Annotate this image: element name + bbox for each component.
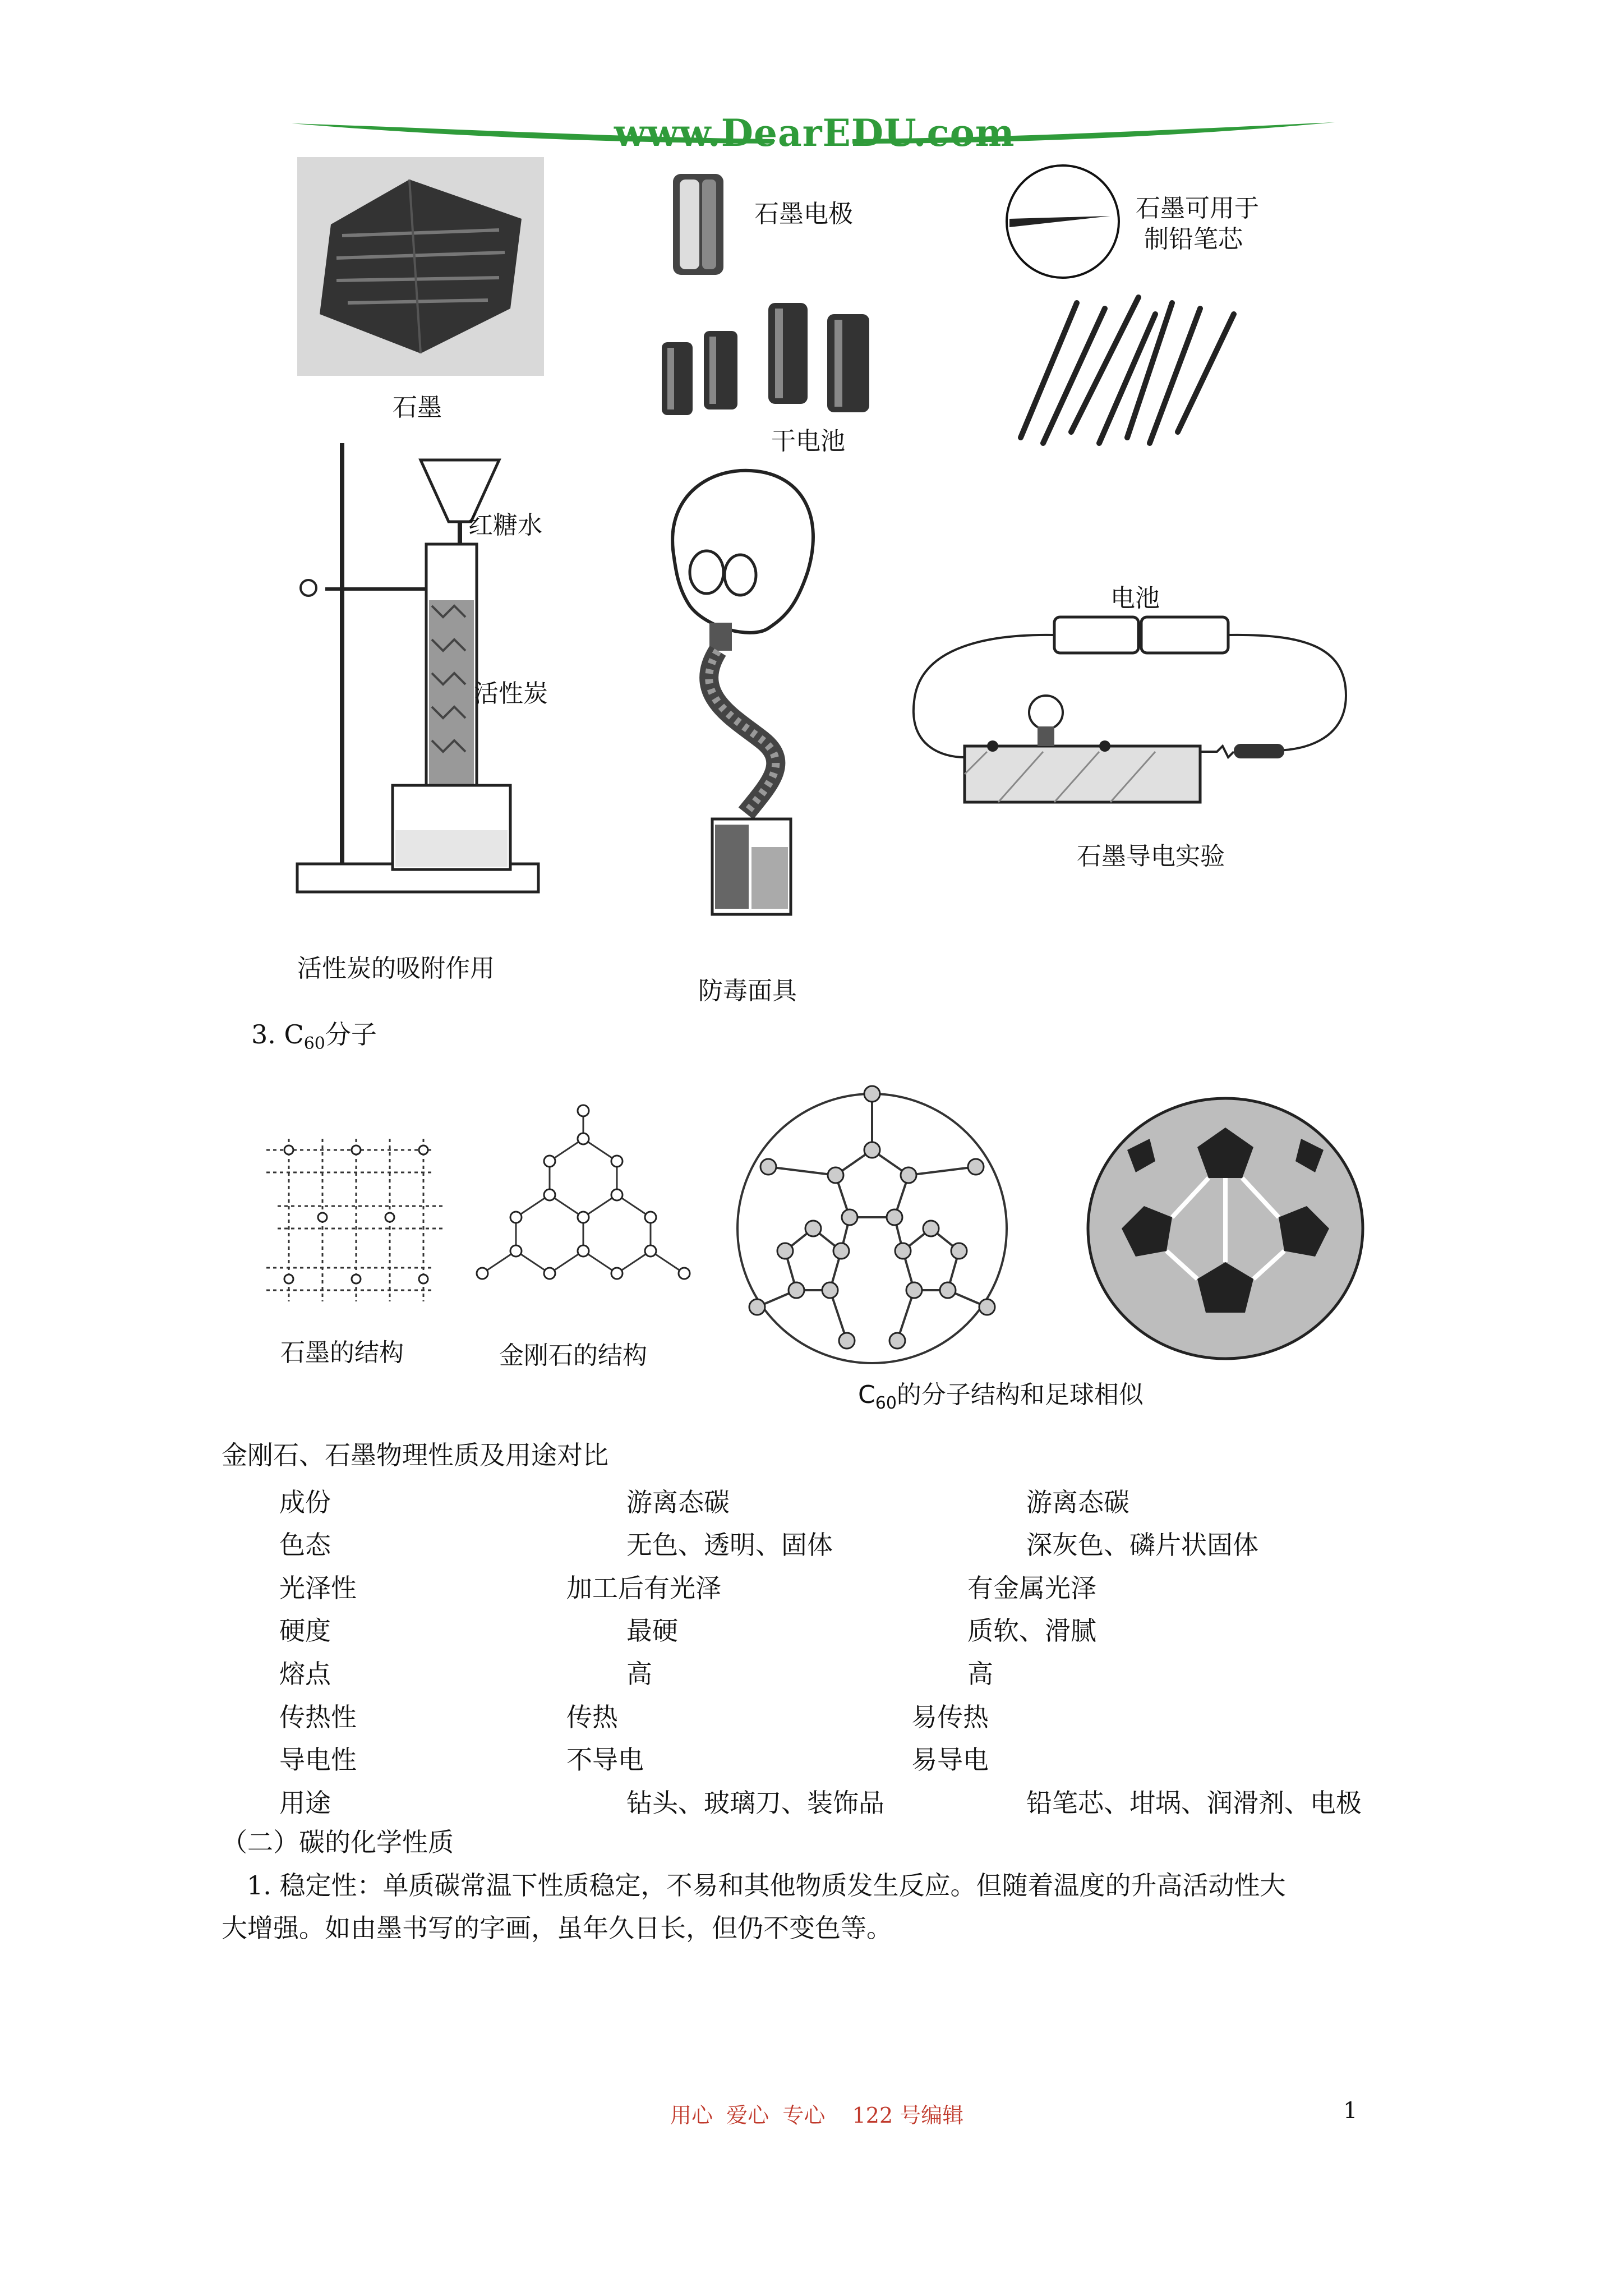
graphite-structure-label: 石墨的结构 [280, 1338, 404, 1367]
row-label: 成份 [279, 1487, 331, 1517]
gas-mask-image [656, 460, 836, 920]
site-logo: www.DearEDU.com [614, 111, 1015, 155]
graphite-electrode-image [667, 168, 735, 280]
c60-molecule-image [723, 1083, 1021, 1374]
row-diamond: 加工后有光泽 [566, 1573, 721, 1603]
gas-mask-label: 防毒面具 [698, 977, 797, 1005]
chem-paragraph-line1: 1. 稳定性：单质碳常温下性质稳定，不易和其他物质发生反应。但随着温度的升高活动性大 [247, 1870, 1286, 1901]
row-graphite: 易传热 [911, 1702, 989, 1732]
c60-heading-sub: 60 [303, 1034, 325, 1054]
c60-heading-num: 3. C [251, 1019, 304, 1050]
c60-caption-sub: 60 [875, 1393, 897, 1413]
c60-caption [858, 1374, 1144, 1413]
c60-section-heading [251, 1013, 377, 1066]
activated-carbon-label: 活性炭 [474, 679, 548, 708]
row-graphite: 易导电 [911, 1745, 989, 1775]
row-graphite: 铅笔芯、坩埚、润滑剂、电极 [1026, 1788, 1362, 1818]
row-label: 光泽性 [279, 1573, 357, 1603]
footer-editor: 用心 爱心 专心 122 号编辑 [670, 2103, 964, 2128]
graphite-rock-image [297, 157, 544, 376]
c60-caption-c: C [858, 1381, 875, 1409]
row-diamond: 最硬 [626, 1616, 678, 1646]
graphite-structure-image [255, 1128, 457, 1313]
pencil-core-image [1004, 163, 1122, 280]
row-label: 导电性 [279, 1745, 357, 1775]
row-graphite: 质软、滑腻 [967, 1616, 1096, 1646]
conduct-experiment-label: 石墨导电实验 [1077, 842, 1225, 871]
row-label: 熔点 [279, 1659, 331, 1689]
chem-heading: （二）碳的化学性质 [222, 1827, 454, 1857]
battery-label: 电池 [1110, 584, 1160, 613]
graphite-electrode-label: 石墨电极 [754, 200, 853, 228]
row-diamond: 不导电 [566, 1745, 644, 1775]
row-label: 传热性 [279, 1702, 357, 1732]
row-diamond: 游离态碳 [626, 1487, 730, 1517]
page-number: 1 [1343, 2098, 1358, 2124]
soccer-ball-image [1082, 1094, 1368, 1363]
brown-sugar-water-label: 红糖水 [468, 511, 542, 540]
row-diamond: 钻头、玻璃刀、装饰品 [626, 1788, 884, 1818]
row-graphite: 有金属光泽 [967, 1573, 1096, 1603]
dry-battery-label: 干电池 [771, 427, 845, 455]
adsorption-caption: 活性炭的吸附作用 [297, 954, 495, 983]
row-label: 硬度 [279, 1616, 331, 1646]
pencil-core-label-1: 石墨可用于 [1136, 194, 1259, 223]
pencil-core-label-2: 制铅笔芯 [1144, 225, 1243, 254]
graphite-label: 石墨 [393, 393, 442, 422]
c60-heading-tail: 分子 [325, 1019, 377, 1050]
conduct-experiment-image [909, 611, 1352, 819]
diamond-structure-image [465, 1099, 701, 1313]
diamond-structure-label: 金刚石的结构 [499, 1341, 647, 1370]
row-graphite: 深灰色、磷片状固体 [1026, 1530, 1258, 1560]
row-diamond: 传热 [566, 1702, 618, 1732]
c60-caption-tail: 的分子结构和足球相似 [896, 1381, 1144, 1409]
chem-paragraph-line2: 大增强。如由墨书写的字画，虽年久日长，但仍不变色等。 [222, 1913, 892, 1943]
comparison-title: 金刚石、石墨物理性质及用途对比 [222, 1440, 608, 1470]
row-graphite: 游离态碳 [1026, 1487, 1129, 1517]
dry-battery-image [656, 297, 909, 421]
row-diamond: 高 [626, 1659, 652, 1689]
row-graphite: 高 [967, 1659, 993, 1689]
row-label: 色态 [279, 1530, 331, 1560]
row-label: 用途 [279, 1788, 331, 1818]
row-diamond: 无色、透明、固体 [626, 1530, 833, 1560]
pencil-leads-image [1009, 292, 1245, 449]
